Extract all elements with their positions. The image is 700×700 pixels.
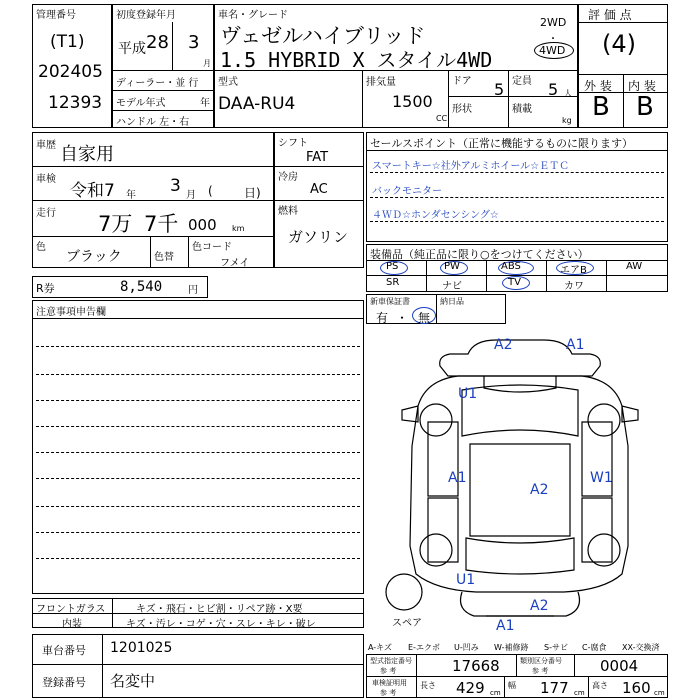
drive-dot: ・ — [548, 34, 558, 45]
r-unit: 円 — [188, 285, 198, 296]
legend-a: A-キズ — [368, 643, 393, 652]
ref-3: 参 考 — [380, 689, 397, 697]
score-label: 評 価 点 — [588, 8, 632, 22]
sales-point-line-1: スマートキー☆社外アルミホイール☆ＥＴＣ — [372, 161, 570, 172]
warranty-no: 無 — [418, 311, 431, 325]
cm-2: cm — [574, 689, 585, 697]
month: 3 — [188, 32, 200, 53]
kanri-no1: 202405 — [38, 62, 103, 82]
notes-line — [36, 346, 360, 347]
notes-line — [36, 426, 360, 427]
interior-items: キズ・汚レ・コゲ・穴・スレ・キレ・破レ — [126, 619, 316, 630]
year: 28 — [146, 32, 169, 53]
inspection-month: 3 — [170, 176, 181, 196]
equip-tv: TV — [508, 277, 521, 288]
notes-line — [36, 400, 360, 401]
capacity-label: 定員 — [512, 76, 532, 87]
equip-airbag: エアB — [560, 265, 587, 276]
drive-2wd: 2WD — [540, 16, 567, 29]
equip-ps: PS — [386, 261, 399, 272]
class-no-label: 類別区分番号 — [520, 657, 562, 665]
exterior-label: 外 装 — [584, 79, 612, 93]
inspection-era: 令和7 — [70, 181, 115, 201]
height: 160 — [622, 679, 651, 697]
equip-abs: ABS — [501, 261, 521, 272]
score: (4) — [602, 30, 636, 58]
km-unit: km — [232, 224, 245, 233]
history-value: 自家用 — [60, 144, 114, 165]
displacement: 1500 — [392, 92, 433, 111]
mileage-label: 走行 — [36, 208, 56, 219]
door-label: ドア — [452, 76, 472, 87]
drive-4wd: 4WD — [539, 44, 566, 57]
type-no: 17668 — [452, 657, 500, 675]
kanri-no2: 12393 — [48, 93, 103, 113]
mark-left-door: A1 — [448, 470, 467, 486]
mark-roof: A2 — [530, 482, 549, 498]
width: 177 — [540, 679, 569, 697]
model-label: 型式 — [218, 77, 238, 88]
kanri-code: (T1) — [50, 32, 85, 52]
displacement-label: 排気量 — [366, 77, 396, 88]
mark-front-left-wheel: U1 — [458, 386, 478, 402]
delivery-label: 納日品 — [440, 297, 464, 306]
legend-xx: XX-交換済 — [622, 643, 660, 652]
equip-sr: SR — [386, 277, 400, 288]
mark-rear-bumper: A1 — [496, 618, 515, 634]
r-value: 8,540 — [120, 279, 163, 295]
color: ブラック — [66, 249, 122, 265]
legend-s: S-サビ — [544, 643, 568, 652]
ac-label: 冷房 — [278, 172, 298, 183]
notes-line — [36, 374, 360, 375]
legend-e: E-エクボ — [408, 643, 440, 652]
inspection-day-unit: 日) — [244, 186, 261, 200]
length: 429 — [456, 679, 485, 697]
capacity: 5 — [548, 80, 559, 99]
sales-points-label: セールスポイント（正常に機能するものに限ります） — [370, 137, 634, 150]
front-glass-label: フロントガラス — [36, 604, 106, 615]
height-label: 高さ — [592, 681, 608, 690]
ref-1: 参 考 — [380, 667, 397, 675]
model-year-label: モデル年式 — [116, 98, 166, 109]
shodo-label: 初度登録年月 — [116, 10, 176, 21]
shape-label: 形状 — [452, 104, 472, 115]
spare-label: スペア — [392, 618, 422, 629]
notes-line — [36, 452, 360, 453]
history-label: 車歴 — [36, 140, 56, 151]
warranty-dot: ・ — [396, 311, 409, 325]
doors: 5 — [494, 80, 505, 99]
mark-front-left: A2 — [494, 337, 513, 353]
plate-label: 登録番号 — [42, 676, 86, 689]
notes-line — [36, 558, 360, 559]
shift-label: シフト — [278, 138, 308, 149]
fuel-label: 燃料 — [278, 206, 298, 217]
color-code-label: 色コード — [192, 242, 232, 253]
warranty-yes: 有 — [376, 311, 389, 325]
mileage-rest: 000 — [188, 216, 217, 234]
kg-unit: kg — [562, 116, 572, 125]
equip-aw: AW — [626, 261, 643, 272]
color-change-label: 色替 — [154, 252, 174, 263]
mark-rear: A2 — [530, 598, 549, 614]
month-unit: 月 — [203, 59, 211, 68]
inspection-paren: ( — [208, 184, 213, 198]
car-name: ヴェゼルハイブリッド — [220, 24, 426, 48]
inspection-year-unit: 年 — [126, 190, 136, 201]
mileage-sen: 7千 — [144, 212, 179, 236]
legend-u: U-凹み — [454, 643, 479, 652]
front-glass-items: キズ・飛石・ヒビ割・リペア跡・X要 — [136, 604, 303, 615]
color-code: フメイ — [220, 258, 250, 269]
dealer-label: ディーラー・並 行 — [116, 78, 199, 89]
mark-front-right: A1 — [566, 337, 585, 353]
capacity-unit: 人 — [564, 89, 572, 98]
chassis: 1201025 — [110, 640, 173, 656]
ac: AC — [310, 182, 328, 197]
legend-c: C-腐食 — [582, 643, 607, 652]
interior-items-label: 内装 — [62, 619, 82, 630]
model: DAA-RU4 — [218, 94, 296, 114]
ref-2: 参 考 — [532, 667, 549, 675]
mileage-man: 7万 — [98, 212, 133, 236]
class-no: 0004 — [600, 657, 639, 675]
handle-label: ハンドル 左・右 — [116, 117, 190, 128]
notes-line — [36, 506, 360, 507]
equip-pw: PW — [444, 261, 460, 272]
era: 平成 — [118, 41, 146, 57]
sales-point-line-2: バックモニター — [372, 186, 442, 197]
exterior-grade: B — [592, 92, 610, 122]
car-diagram — [366, 326, 668, 630]
sales-point-line-3: ４ＷＤ☆ホンダセンシング☆ — [372, 210, 499, 221]
mark-rear-left-wheel: U1 — [456, 572, 476, 588]
cert-label: 車検証明用 — [372, 679, 407, 687]
type-no-label: 型式指定番号 — [370, 657, 412, 665]
notes-box — [32, 300, 364, 594]
warranty-label: 新車保証書 — [370, 297, 410, 306]
model-year-unit: 年 — [200, 98, 210, 109]
equipment-label: 装備品（純正品に限り○をつけてください） — [370, 248, 589, 261]
r-label: R券 — [36, 282, 55, 295]
notes-label: 注意事項申告欄 — [36, 307, 106, 318]
plate: 名変中 — [110, 672, 156, 690]
notes-line — [36, 532, 360, 533]
width-label: 幅 — [508, 681, 516, 690]
legend-w: W-補修跡 — [494, 643, 529, 652]
color-label: 色 — [36, 242, 46, 253]
kanri-label: 管理番号 — [36, 10, 76, 21]
car-name-label: 車名・グレード — [218, 10, 288, 21]
equip-navi: ナビ — [442, 281, 462, 292]
grade: 1.5 HYBRID X スタイル4WD — [220, 48, 493, 72]
mark-right-door: W1 — [590, 470, 613, 486]
equip-leather: カワ — [564, 281, 584, 292]
shift: FAT — [306, 150, 329, 165]
load-label: 積載 — [512, 104, 532, 115]
chassis-label: 車台番号 — [42, 644, 86, 657]
inspection-month-unit: 月 — [186, 190, 196, 201]
cc-unit: CC — [436, 114, 448, 123]
inspection-label: 車検 — [36, 174, 56, 185]
length-label: 長さ — [420, 681, 436, 690]
interior-label: 内 装 — [628, 79, 656, 93]
interior-grade: B — [636, 92, 654, 122]
notes-line — [36, 478, 360, 479]
cm-1: cm — [490, 689, 501, 697]
fuel: ガソリン — [288, 228, 349, 246]
cm-3: cm — [654, 689, 665, 697]
